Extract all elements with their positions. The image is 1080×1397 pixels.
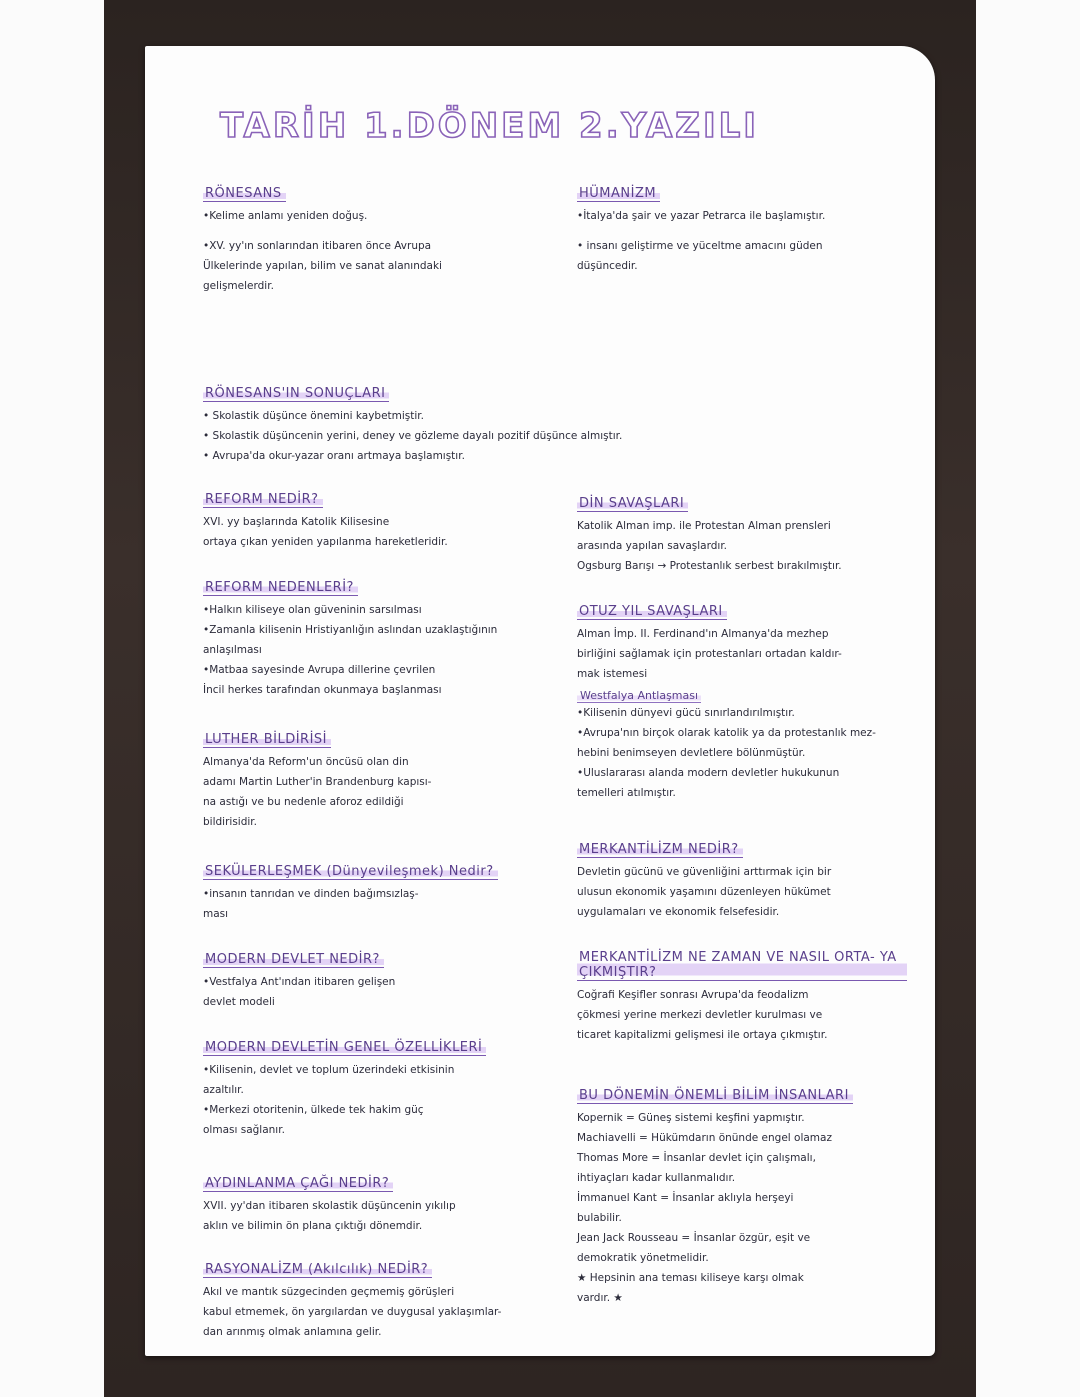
note-line: olması sağlanır.: [203, 1124, 285, 1136]
note-line: Katolik Alman imp. ile Protestan Alman prensleri: [577, 520, 831, 532]
note-line: ulusun ekonomik yaşamını düzenleyen hükümet: [577, 886, 831, 898]
note-line: uygulamaları ve ekonomik felsefesidir.: [577, 906, 780, 918]
note-line: Ogsburg Barışı → Protestanlık serbest bırakılmıştır.: [577, 560, 842, 572]
section-ronesans-sonuclari: [203, 382, 763, 466]
section-heading: RÖNESANS'IN SONUÇLARI: [203, 386, 389, 402]
note-line: • Skolastik düşünce önemini kaybetmiştir.: [203, 410, 424, 422]
section-heading: MERKANTİLİZM NE ZAMAN VE NASIL ORTA- YA ÇIKMIŞTIR?: [577, 950, 907, 981]
note-line: • Skolastik düşüncenin yerini, deney ve gözleme dayalı pozitif düşünce almıştır.: [203, 430, 623, 442]
note-line: arasında yapılan savaşlardır.: [577, 540, 728, 552]
note-line: •Matbaa sayesinde Avrupa dillerine çevrilen: [203, 664, 436, 676]
note-line: vardır. ★: [577, 1292, 623, 1304]
note-line: Almanya'da Reform'un öncüsü olan din: [203, 756, 409, 768]
note-line: •Kilisenin dünyevi gücü sınırlandırılmıştır.: [577, 707, 795, 719]
note-line: birliğini sağlamak için protestanları ortadan kaldır-: [577, 648, 842, 660]
note-line: Coğrafi Keşifler sonrası Avrupa'da feodalizm: [577, 989, 809, 1001]
note-line: ması: [203, 908, 229, 920]
note-line: düşüncedir.: [577, 260, 638, 272]
section-heading: MERKANTİLİZM NEDİR?: [577, 842, 743, 858]
note-line: bulabilir.: [577, 1212, 622, 1224]
note-line: Kopernik = Güneş sistemi keşfini yapmıştır.: [577, 1112, 805, 1124]
section-heading: BU DÖNEMİN ÖNEMLİ BİLİM İNSANLARI: [577, 1088, 853, 1104]
note-line: na astığı ve bu nedenle aforoz edildiği: [203, 796, 404, 808]
note-line: •Avrupa'nın birçok olarak katolik ya da protestanlık mez-: [577, 727, 876, 739]
section-aydinlanma-cagi: [203, 1172, 456, 1236]
note-line: •Uluslararası alanda modern devletler hukukunun: [577, 767, 840, 779]
section-reform-nedenleri: [203, 576, 497, 700]
subheading-westfalya: Westfalya Antlaşması: [577, 689, 701, 703]
note-line: ticaret kapitalizmi gelişmesi ile ortaya çıkmıştır.: [577, 1029, 828, 1041]
section-heading: REFORM NEDİR?: [203, 492, 323, 508]
section-heading: REFORM NEDENLERİ?: [203, 580, 358, 596]
section-reform-nedir: [203, 488, 448, 552]
section-luther-bildirisi: [203, 728, 431, 832]
note-line: •Zamanla kilisenin Hristiyanlığın aslından uzaklaştığının: [203, 624, 498, 636]
note-line: bildirisidir.: [203, 816, 257, 828]
section-heading: AYDINLANMA ÇAĞI NEDİR?: [203, 1176, 393, 1192]
note-line: Akıl ve mantık süzgecinden geçmemiş görüşleri: [203, 1286, 455, 1298]
section-sekulerlesmek: [203, 860, 498, 924]
section-ronesans: [203, 182, 442, 296]
note-line: •İtalya'da şair ve yazar Petrarca ile başlamıştır.: [577, 210, 826, 222]
section-modern-devlet: [203, 948, 395, 1012]
note-line: XVI. yy başlarında Katolik Kilisesine: [203, 516, 390, 528]
note-line: İncil herkes tarafından okunmaya başlanması: [203, 684, 442, 696]
background-right: [976, 0, 1080, 1397]
note-line: • Avrupa'da okur-yazar oranı artmaya başlamıştır.: [203, 450, 465, 462]
note-line: •Merkezi otoritenin, ülkede tek hakim güç: [203, 1104, 424, 1116]
section-heading: OTUZ YIL SAVAŞLARI: [577, 604, 727, 620]
section-merkantilizm-ne-zaman: [577, 950, 907, 1045]
section-rasyonalizm: [203, 1258, 501, 1342]
section-humanizm: [577, 182, 825, 276]
note-line: •XV. yy'ın sonlarından itibaren önce Avrupa: [203, 240, 432, 252]
note-line: aklın ve bilimin ön plana çıktığı dönemdir.: [203, 1220, 423, 1232]
note-line: adamı Martin Luther'in Brandenburg kapısı-: [203, 776, 432, 788]
note-line: kabul etmemek, ön yargılardan ve duygusal yaklaşımlar-: [203, 1306, 502, 1318]
note-line: anlaşılması: [203, 644, 262, 656]
note-line: Alman İmp. II. Ferdinand'ın Almanya'da mezhep: [577, 628, 829, 640]
section-heading: RASYONALİZM (Akılcılık) NEDİR?: [203, 1262, 432, 1278]
note-line: İmmanuel Kant = İnsanlar aklıyla herşeyi: [577, 1192, 794, 1204]
note-line: hebini benimseyen devletlere bölünmüştür.: [577, 747, 806, 759]
section-din-savaslari: [577, 492, 842, 576]
section-otuz-yil-savaslari: [577, 600, 876, 803]
note-line: çökmesi yerine merkezi devletler kurulması ve: [577, 1009, 823, 1021]
note-line: •Halkın kiliseye olan güveninin sarsılması: [203, 604, 422, 616]
section-modern-devlet-ozellikleri: [203, 1036, 486, 1140]
background-left: [0, 0, 104, 1397]
notebook-page: [145, 46, 935, 1356]
note-line: ihtiyaçları kadar kullanmalıdır.: [577, 1172, 736, 1184]
note-line: • insanı geliştirme ve yüceltme amacını güden: [577, 240, 823, 252]
note-line: ★ Hepsinin ana teması kiliseye karşı olmak: [577, 1272, 804, 1284]
note-line: •Kelime anlamı yeniden doğuş.: [203, 210, 368, 222]
note-line: Thomas More = İnsanlar devlet için çalışmalı,: [577, 1152, 816, 1164]
section-heading: MODERN DEVLETİN GENEL ÖZELLİKLERİ: [203, 1040, 486, 1056]
section-heading: RÖNESANS: [203, 186, 286, 202]
note-line: dan arınmış olmak anlamına gelir.: [203, 1326, 382, 1338]
note-line: devlet modeli: [203, 996, 275, 1008]
note-line: •insanın tanrıdan ve dinden bağımsızlaş-: [203, 888, 419, 900]
note-line: •Kilisenin, devlet ve toplum üzerindeki etkisinin: [203, 1064, 455, 1076]
note-line: temelleri atılmıştır.: [577, 787, 676, 799]
section-merkantilizm-nedir: [577, 838, 831, 922]
section-heading: DİN SAVAŞLARI: [577, 496, 688, 512]
note-line: azaltılır.: [203, 1084, 244, 1096]
page-title: TARİH 1.DÖNEM 2.YAZILI: [220, 106, 759, 146]
section-heading: MODERN DEVLET NEDİR?: [203, 952, 384, 968]
section-heading: SEKÜLERLEŞMEK (Dünyevileşmek) Nedir?: [203, 864, 498, 880]
note-line: demokratik yönetmelidir.: [577, 1252, 709, 1264]
section-heading: LUTHER BİLDİRİSİ: [203, 732, 331, 748]
section-heading: HÜMANİZM: [577, 186, 660, 202]
note-line: mak istemesi: [577, 668, 648, 680]
note-line: gelişmelerdir.: [203, 280, 274, 292]
note-line: Devletin gücünü ve güvenliğini arttırmak için bir: [577, 866, 832, 878]
note-line: XVII. yy'dan itibaren skolastik düşüncenin yıkılıp: [203, 1200, 456, 1212]
section-bilim-insanlari: [577, 1084, 853, 1308]
note-line: •Vestfalya Ant'ından itibaren gelişen: [203, 976, 396, 988]
note-line: ortaya çıkan yeniden yapılanma hareketleridir.: [203, 536, 448, 548]
note-line: Jean Jack Rousseau = İnsanlar özgür, eşit ve: [577, 1232, 811, 1244]
note-line: Machiavelli = Hükümdarın önünde engel olamaz: [577, 1132, 832, 1144]
note-line: Ülkelerinde yapılan, bilim ve sanat alanındaki: [203, 260, 442, 272]
